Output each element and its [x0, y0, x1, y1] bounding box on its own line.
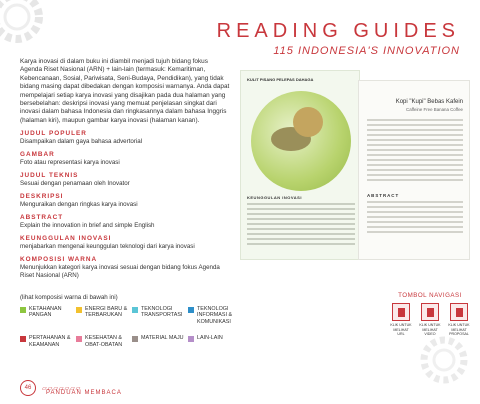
- section-gambar: [20, 151, 230, 167]
- view-proposal-label: KLIK UNTUK MELIHAT PROPOSAL: [448, 323, 470, 337]
- navigation-buttons-block: [390, 292, 470, 336]
- section-abstract: [20, 214, 230, 230]
- section-text: Menguraikan dengan ringkas karya inovasi: [20, 201, 138, 209]
- page-subtitle: 115 INDONESIA'S INNOVATION: [273, 45, 460, 57]
- intro-paragraph: Karya inovasi di dalam buku ini diambil menjadi tujuh bidang fokus Agenda Riset Nasional (ARN) + lain-lain (termasuk: Kemaritiman, Kebencanaan, Sosial, Pariwisata, Seni-Budaya, Pendidikan), yang tidak bidang masing dapat dibedakan dengan komposisi warnanya. Anda dapat mempelajari setiap karya inovasi yang disajikan pada dua halaman yang bersebelahan: deskripsi inovasi yang memuat penjelasan singkat dari inovasi dalam bahasa Indonesia dan ringkasannya dalam bahasa Inggris (halaman kiri), maupun gambar karya inovasi (halaman kanan).: [20, 58, 230, 124]
- section-judul-populer: [20, 130, 230, 146]
- legend-label: ENERGI BARU & TERBARUKAN: [85, 306, 128, 319]
- legend-swatch: [76, 336, 82, 342]
- section-text: Disampaikan dalam gaya bahasa advertorial: [20, 138, 143, 146]
- section-text: Sesuai dengan penamaan oleh Inovator: [20, 180, 130, 188]
- section-heading: KOMPOSISI WARNA: [20, 256, 98, 264]
- poster-text-lines: [247, 203, 355, 248]
- footer-label: PANDUAN MEMBACA: [46, 390, 122, 396]
- section-komposisi-warna: [20, 256, 230, 280]
- innovation-image-fruit: [293, 107, 323, 137]
- section-heading: DESKRIPSI: [20, 193, 64, 201]
- video-icon: [421, 303, 439, 321]
- poster-section-heading: KEUNGGULAN INOVASI: [247, 195, 302, 200]
- navigation-title: TOMBOL NAVIGASI: [398, 292, 462, 299]
- legend-item: [188, 335, 240, 348]
- example-popular-title: Kopi "Kupi" Bebas Kafein: [395, 99, 463, 105]
- section-text: menjabarkan mengenai keunggulan teknologi dari karya inovasi: [20, 243, 195, 251]
- legend-label: KETAHANAN PANGAN: [29, 306, 62, 319]
- view-url-label: KLIK UNTUK MELIHAT URL: [390, 323, 412, 337]
- example-poster-page: [240, 70, 360, 260]
- color-legend: [20, 306, 240, 348]
- legend-swatch: [132, 336, 138, 342]
- navigation-buttons: [390, 303, 470, 336]
- page-title: READING GUIDES: [216, 20, 460, 42]
- example-spread-preview: [240, 70, 470, 270]
- section-heading: JUDUL TEKNIS: [20, 172, 79, 180]
- legend-swatch: [132, 307, 138, 313]
- link-icon: [392, 303, 410, 321]
- example-abstract-lines: [367, 201, 463, 236]
- example-description-lines: [367, 119, 463, 184]
- section-deskripsi: [20, 193, 230, 209]
- section-keunggulan-inovasi: [20, 235, 230, 251]
- legend-item: [20, 306, 72, 325]
- legend-item: [132, 306, 184, 325]
- legend-item: [132, 335, 184, 348]
- section-judul-teknis: [20, 172, 230, 188]
- legend-item: [188, 306, 240, 325]
- view-url-button[interactable]: [390, 303, 412, 336]
- section-heading: JUDUL POPULER: [20, 130, 87, 138]
- section-heading: ABSTRACT: [20, 214, 64, 222]
- view-proposal-button[interactable]: [448, 303, 470, 336]
- view-video-button[interactable]: [419, 303, 441, 336]
- example-abstract-heading: ABSTRACT: [367, 193, 400, 198]
- gear-decoration-icon: [0, 0, 52, 52]
- legend-item: [76, 335, 128, 348]
- page-number: 46: [20, 380, 36, 396]
- reading-guide-text: [20, 58, 230, 280]
- legend-label: TEKNOLOGI TRANSPORTASI: [141, 306, 183, 319]
- view-video-label: KLIK UNTUK MELIHAT VIDEO: [419, 323, 441, 337]
- legend-label: MATERIAL MAJU: [141, 335, 184, 342]
- legend-item: [20, 335, 72, 348]
- section-text: Explain the innovation in brief and simple English: [20, 222, 155, 230]
- legend-note: (lihat komposisi warna di bawah ini): [20, 294, 118, 301]
- gear-decoration-icon: [414, 330, 474, 390]
- page-title-block: [217, 20, 460, 57]
- section-text: Foto atau representasi karya inovasi: [20, 159, 120, 167]
- legend-label: LAIN-LAIN: [197, 335, 223, 342]
- legend-swatch: [20, 307, 26, 313]
- legend-label: PERTAHANAN & KEAMANAN: [29, 335, 71, 348]
- document-icon: [450, 303, 468, 321]
- section-text: Menunjukkan kategori karya inovasi sesuai dengan bidang fokus Agenda Riset Nasional (ARN): [20, 264, 220, 280]
- legend-label: TEKNOLOGI INFORMASI & KOMUNIKASI: [197, 306, 233, 325]
- poster-heading: KULIT PISANG PELEPAS DAHAGA: [247, 77, 314, 82]
- footer-decoration: ▱▱▱▱▱▱▱: [42, 385, 82, 392]
- legend-swatch: [76, 307, 82, 313]
- legend-swatch: [188, 307, 194, 313]
- legend-swatch: [188, 336, 194, 342]
- legend-label: KESEHATAN & OBAT-OBATAN: [85, 335, 123, 348]
- section-heading: KEUNGGULAN INOVASI: [20, 235, 112, 243]
- example-text-page: [358, 80, 470, 260]
- section-heading: GAMBAR: [20, 151, 55, 159]
- legend-swatch: [20, 336, 26, 342]
- example-technical-title: Caffeine Free Banana Coffee: [406, 107, 463, 112]
- legend-item: [76, 306, 128, 325]
